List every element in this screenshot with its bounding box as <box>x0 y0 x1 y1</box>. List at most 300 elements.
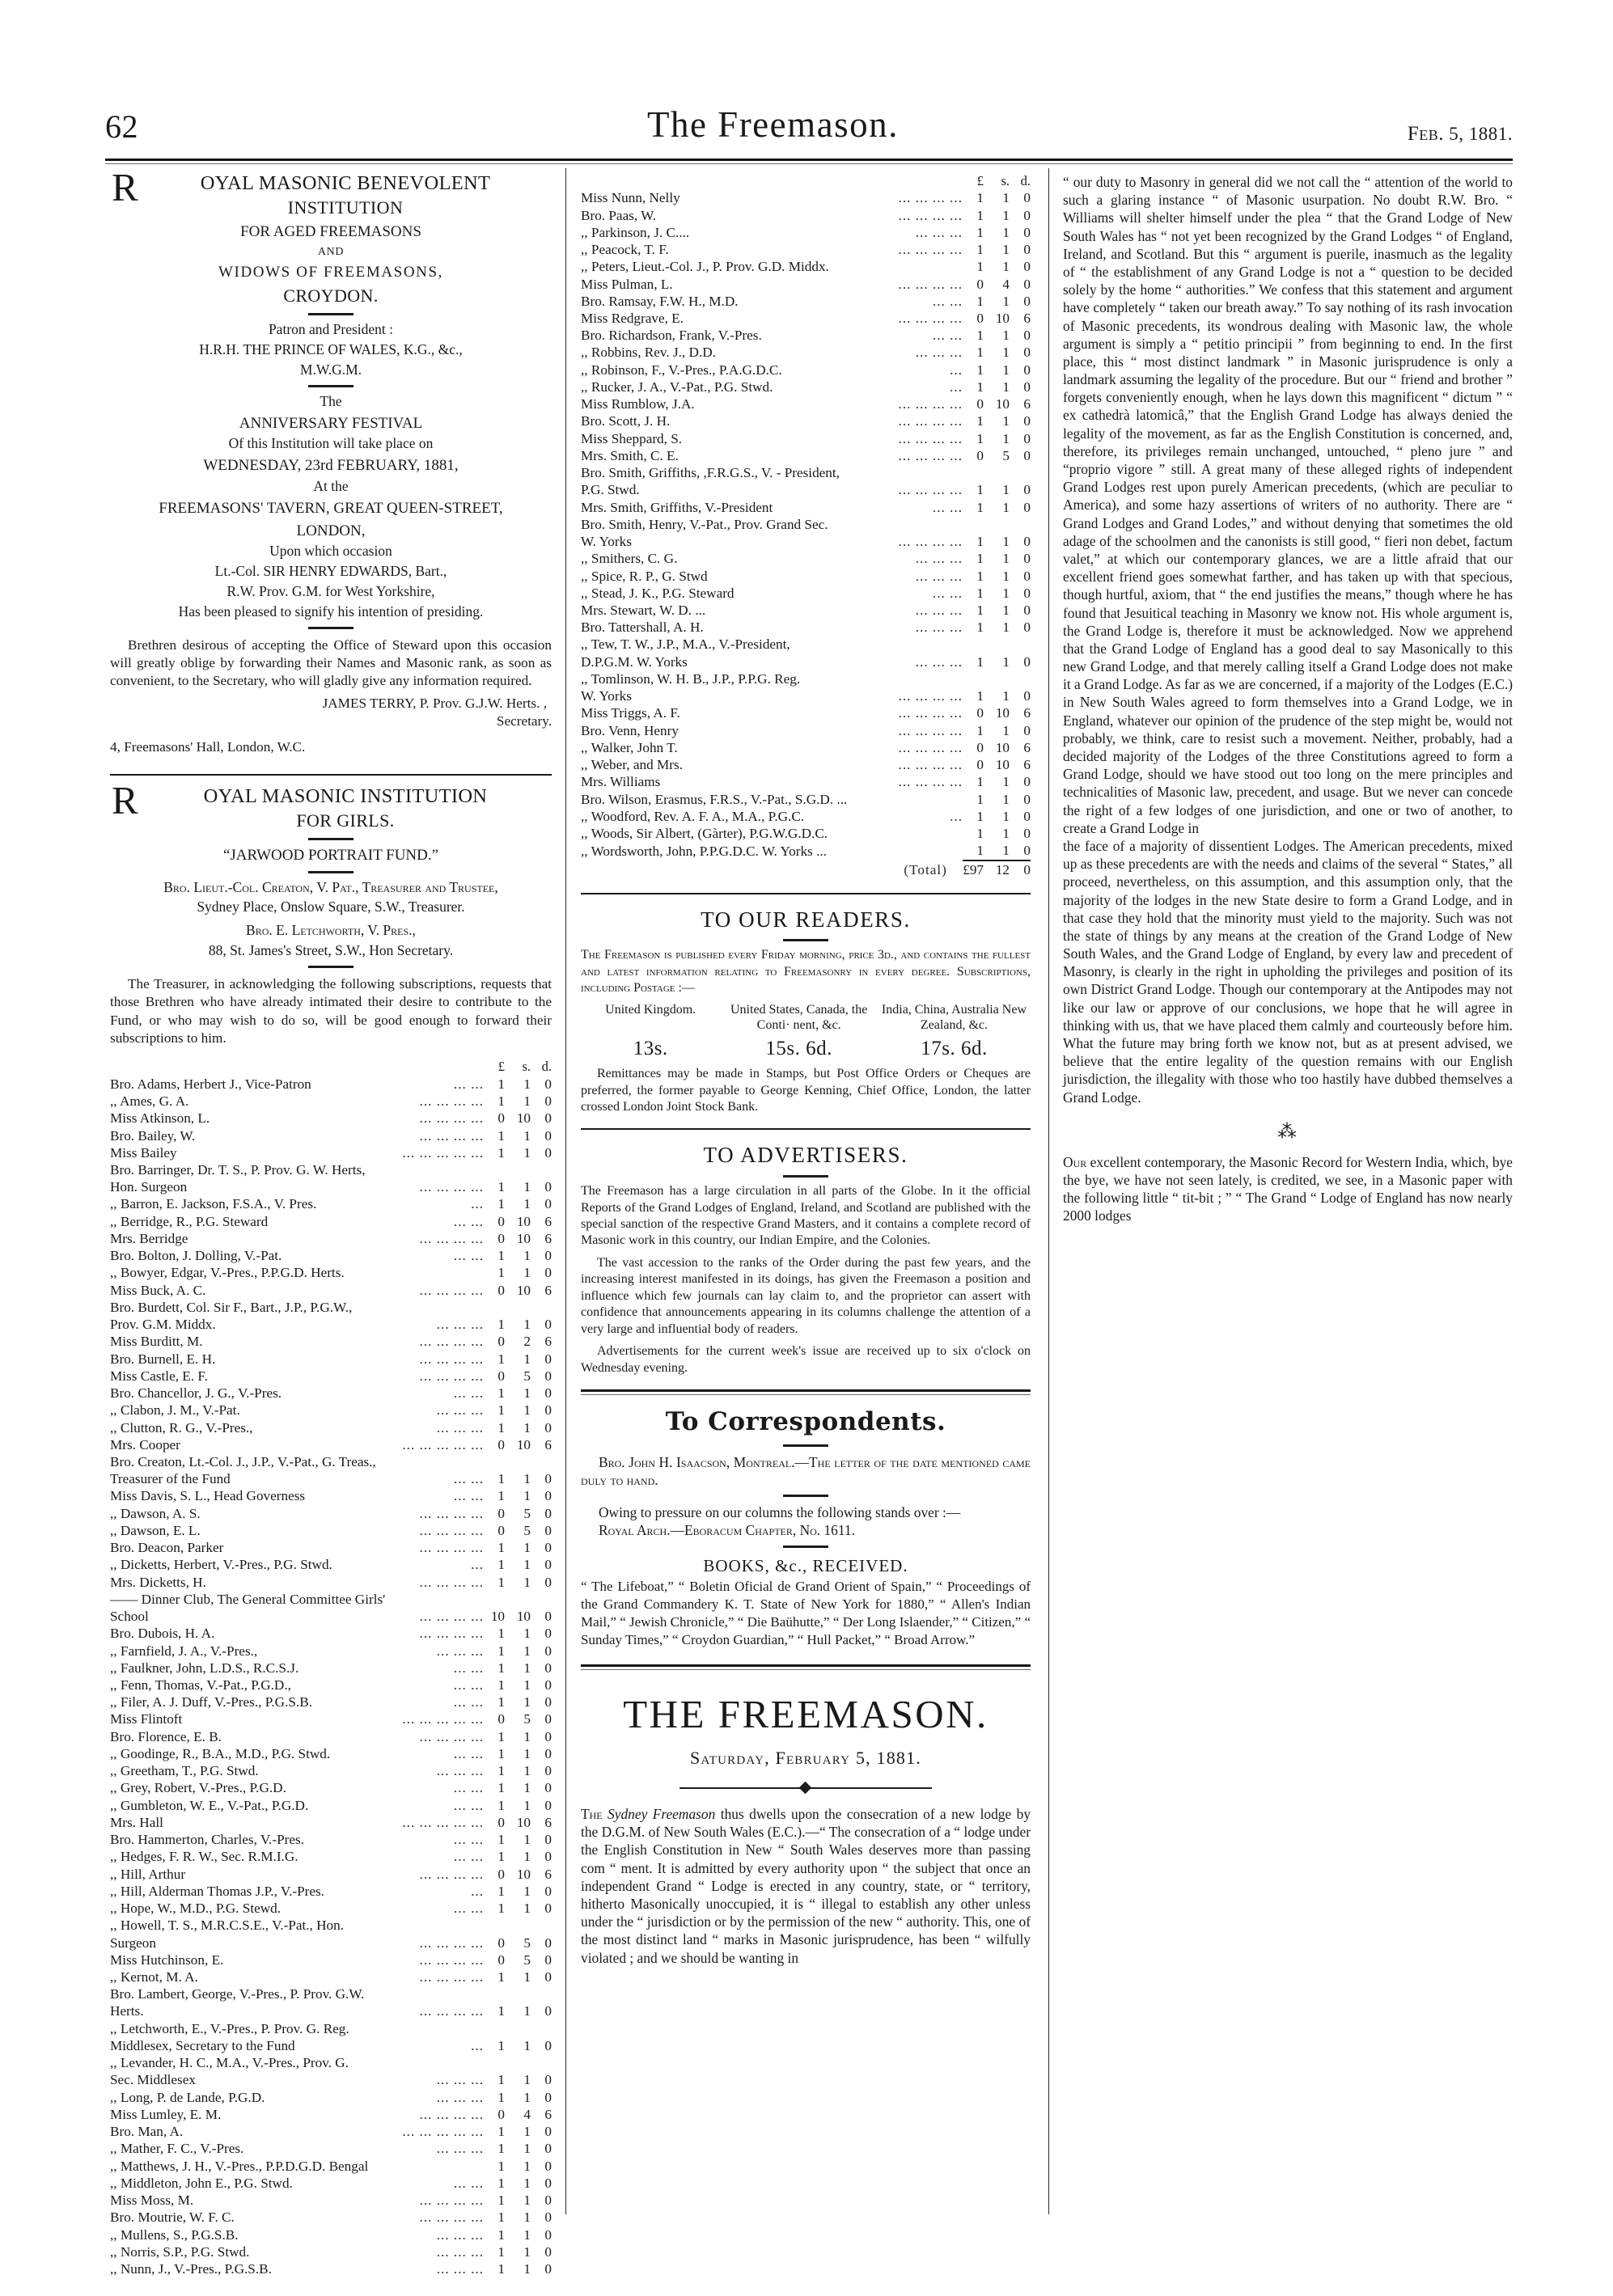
page-masthead <box>105 89 1513 146</box>
leader-dots: ... ... <box>453 1901 484 1917</box>
amount-shillings: 1 <box>523 1677 531 1693</box>
leader-dots <box>888 516 963 533</box>
table-row <box>110 1076 552 1093</box>
amount-pence: 6 <box>544 2106 552 2122</box>
subscriber-name: Bro. Man, A. <box>110 2124 184 2140</box>
table-row <box>110 1093 552 1110</box>
amount-shillings <box>505 1917 531 1934</box>
table-row <box>110 1745 552 1762</box>
amount-pounds: 1 <box>976 190 984 206</box>
leader-dots: ... <box>471 1883 484 1899</box>
amount-pence: 0 <box>1023 447 1031 463</box>
amount-pence: 0 <box>1023 585 1031 601</box>
divider-rule <box>308 627 354 629</box>
subscriber-name: ,, Tew, T. W., J.P., M.A., V.-President, <box>581 636 790 653</box>
table-row <box>110 1487 552 1504</box>
leader-dots: ... ... <box>453 1660 484 1676</box>
masthead-rule <box>105 159 1513 164</box>
leader-dots: ... ... ... ... <box>898 722 963 738</box>
subscriber-name: W. Yorks <box>581 534 632 550</box>
amount-pence: 0 <box>1023 224 1031 240</box>
subscriber-name: D.P.G.M. W. Yorks <box>581 653 688 670</box>
table-row <box>110 1814 552 1831</box>
leader-dots: ... ... ... ... ... <box>402 2124 484 2140</box>
leader-dots: ... ... <box>453 1832 484 1848</box>
ad-rmbi-address: 4, Freemasons' Hall, London, W.C. <box>110 738 306 755</box>
amount-pounds: 1 <box>497 1677 505 1693</box>
amount-shillings: 1 <box>523 1317 531 1333</box>
amount-pounds <box>484 1917 505 1934</box>
amount-shillings: 1 <box>523 1745 531 1761</box>
to-advertisers-body <box>581 1183 1031 1376</box>
editorial-lead-italic: Sydney Freemason <box>608 1806 716 1823</box>
amount-pence: 0 <box>544 1643 552 1659</box>
amount-pounds: 1 <box>497 1144 505 1161</box>
amount-pence: 0 <box>544 1832 552 1848</box>
leader-dots <box>399 2020 484 2037</box>
amount-pence: 0 <box>1023 242 1031 258</box>
leader-dots: ... <box>950 362 963 378</box>
ornament-divider <box>581 1782 1031 1794</box>
amount-pence: 0 <box>544 1488 552 1504</box>
amount-pounds: 0 <box>497 1951 505 1968</box>
amount-shillings <box>505 2020 531 2037</box>
leader-dots: ... ... <box>932 585 963 601</box>
subscriber-name: Miss Rumblow, J.A. <box>581 396 695 412</box>
ad-rmig-fund: “JARWOOD PORTRAIT FUND.” <box>222 846 439 864</box>
subscriber-name: Bro. Burnell, E. H. <box>110 1351 216 1367</box>
header-pence: d. <box>541 1059 552 1075</box>
leader-dots: ... ... ... ... <box>898 534 963 550</box>
leader-dots <box>888 842 963 860</box>
subscriber-name: ,, Howell, T. S., M.R.C.S.E., V.-Pat., Hon. <box>110 1918 345 1934</box>
header-pence: d. <box>1020 173 1031 188</box>
leader-dots <box>888 258 963 275</box>
amount-pence: 0 <box>1023 534 1031 550</box>
leader-dots: ... ... <box>453 1076 484 1092</box>
amount-shillings: 1 <box>523 1419 531 1436</box>
amount-shillings: 5 <box>523 1711 531 1727</box>
leader-dots: ... ... ... <box>436 2260 484 2277</box>
subscriber-name: Hon. Surgeon <box>110 1179 188 1195</box>
amount-pence: 0 <box>544 1144 552 1161</box>
subscriber-name: Miss Flintoft <box>110 1711 183 1727</box>
divider-rule <box>308 838 354 840</box>
editorial-col3-paragraph-3 <box>1063 1153 1513 1225</box>
subscriber-name: ,, Peters, Lieut.-Col. J., P. Prov. G.D. Middx. <box>581 259 829 275</box>
amount-pounds: 1 <box>497 1076 505 1092</box>
amount-shillings: 1 <box>1002 722 1010 738</box>
subscriber-name: School <box>110 1609 149 1625</box>
header-spacer <box>110 1059 399 1075</box>
leader-dots: ... ... ... ... <box>419 1505 484 1521</box>
to-correspondents-heading: To Correspondents. <box>665 1407 946 1437</box>
table-row <box>110 1985 552 2002</box>
leader-dots <box>399 1299 484 1316</box>
subscriber-name: P.G. Stwd. <box>581 482 640 498</box>
subscriber-name: ,, Kernot, M. A. <box>110 1969 198 1985</box>
table-row <box>110 2037 552 2054</box>
leader-dots: ... ... ... <box>436 2141 484 2157</box>
leader-dots: ... ... <box>932 328 963 344</box>
table-row <box>110 2054 552 2071</box>
amount-pounds: 1 <box>976 499 984 515</box>
journal-header <box>581 1689 1031 1770</box>
amount-pounds: 1 <box>976 430 984 446</box>
section-rule <box>581 1128 1031 1130</box>
amount-shillings <box>984 464 1010 481</box>
leader-dots: ... <box>471 1196 484 1212</box>
table-row <box>110 2226 552 2243</box>
table-row <box>110 2175 552 2192</box>
leader-dots: ... ... ... ... ... <box>402 1814 484 1830</box>
amount-shillings: 1 <box>1002 242 1010 258</box>
leader-dots: ... ... ... <box>436 2226 484 2243</box>
amount-shillings: 1 <box>523 1196 531 1212</box>
subscriber-name: Prov. G.M. Middx. <box>110 1317 216 1333</box>
amount-pence: 0 <box>1023 619 1031 636</box>
amount-pence: 0 <box>1023 413 1031 429</box>
leader-dots: ... ... ... ... <box>419 1609 484 1625</box>
leader-dots: ... ... <box>453 2175 484 2191</box>
amount-shillings <box>505 1453 531 1470</box>
amount-shillings: 10 <box>516 1436 531 1452</box>
subscriber-name: ,, Mather, F. C., V.-Pres. <box>110 2141 244 2157</box>
amount-pence: 0 <box>1023 362 1031 378</box>
amount-pounds: 1 <box>497 2209 505 2226</box>
amount-shillings: 1 <box>523 1969 531 1985</box>
amount-pence: 0 <box>544 2141 552 2157</box>
amount-shillings: 1 <box>523 1540 531 1556</box>
subscription-table-column-one <box>110 1059 552 2277</box>
ad-rmbi-for-aged: FOR AGED FREEMASONS <box>240 222 421 240</box>
amount-pence <box>531 1161 552 1178</box>
amount-pounds: 1 <box>497 2141 505 2157</box>
amount-pounds: 0 <box>497 1522 505 1538</box>
correspondent-item-1: Bro. John H. Isaacson, Montreal.—The letter of the date mentioned came duly to hand. <box>581 1453 1031 1489</box>
amount-pence: 0 <box>544 1265 552 1281</box>
amount-pence <box>531 1985 552 2002</box>
amount-pounds: 1 <box>497 1728 505 1744</box>
ad-rmbi-patron-name: H.R.H. THE PRINCE OF WALES, K.G., &c., <box>199 340 463 357</box>
amount-pence: 0 <box>544 1505 552 1521</box>
table-row <box>110 1522 552 1539</box>
subscriber-name: Bro. Adams, Herbert J., Vice-Patron <box>110 1076 311 1092</box>
leader-dots: ... ... ... ... <box>898 757 963 773</box>
subscriber-name: ,, Filer, A. J. Duff, V.-Pres., P.G.S.B. <box>110 1694 313 1710</box>
amount-pence: 0 <box>544 1557 552 1573</box>
leader-dots: ... ... <box>453 1780 484 1796</box>
amount-shillings: 1 <box>1002 293 1010 309</box>
amount-pence: 0 <box>544 1883 552 1899</box>
table-row <box>110 1917 552 1934</box>
amount-pounds: 1 <box>976 413 984 429</box>
to-advertisers-heading: TO ADVERTISERS. <box>703 1143 908 1168</box>
leader-dots: ... ... ... <box>436 1643 484 1659</box>
leader-dots: ... ... ... <box>436 1419 484 1436</box>
subscriber-name: Miss Moss, M. <box>110 2192 194 2209</box>
leader-dots: ... ... <box>932 499 963 515</box>
subscriber-name: Miss Davis, S. L., Head Governess <box>110 1488 306 1504</box>
amount-pounds <box>963 464 984 481</box>
amount-pence: 0 <box>544 2158 552 2174</box>
amount-pence <box>531 1299 552 1316</box>
amount-shillings: 2 <box>523 1334 531 1350</box>
table-row <box>110 1831 552 1848</box>
amount-shillings: 1 <box>523 1402 531 1419</box>
amount-pounds: 1 <box>497 1419 505 1436</box>
amount-shillings: 1 <box>523 2260 531 2277</box>
amount-pence: 6 <box>544 1213 552 1229</box>
leader-dots: ... ... ... <box>915 551 963 567</box>
amount-shillings: 1 <box>523 2089 531 2105</box>
amount-pounds: 1 <box>976 378 984 395</box>
amount-shillings: 1 <box>523 1694 531 1710</box>
books-received-list: “ The Lifeboat,” “ Boletin Oficial de Grand Orient of Spain,” “ Proceedings of the Grand Commandery K. T. State of New York for 1880,” “ Allen's Indian Mail,” “ Jewish Chronicle,” “ Die Baühutte,” “ Der Long Islaender,” “ Citizen,” “ Sunday Times,” “ Croydon Guardian,” “ Hull Packet,” “ Broad Arrow.” <box>581 1579 1031 1647</box>
ad-rmig-title-rest: OYAL MASONIC INSTITUTION <box>203 784 488 807</box>
ad-rmig-officer2-a: Bro. E. Letchworth, V. Pres., <box>246 922 416 939</box>
amount-pounds: 1 <box>976 619 984 636</box>
table-row <box>110 1660 552 1677</box>
amount-pence: 0 <box>544 1402 552 1419</box>
table-row <box>110 1951 552 1968</box>
table-row <box>110 1230 552 1247</box>
amount-pence: 0 <box>544 1093 552 1110</box>
amount-shillings: 1 <box>1002 482 1010 498</box>
leader-dots: ... ... ... <box>436 2243 484 2260</box>
amount-pence: 0 <box>544 1969 552 1985</box>
amount-pence: 0 <box>1023 378 1031 395</box>
table-row <box>110 1282 552 1299</box>
amount-pence: 0 <box>1023 843 1031 859</box>
subscriber-name: ,, Dawson, E. L. <box>110 1522 201 1538</box>
total-shillings: 12 <box>984 860 1010 878</box>
amount-pounds: 0 <box>976 311 984 327</box>
subscriber-name: ,, Robinson, F., V.-Pres., P.A.G.D.C. <box>581 362 782 378</box>
amount-shillings: 5 <box>523 1368 531 1384</box>
amount-shillings: 1 <box>523 1076 531 1092</box>
amount-pounds: 1 <box>497 2037 505 2053</box>
amount-shillings: 1 <box>523 2158 531 2174</box>
amount-pence: 0 <box>544 2037 552 2053</box>
amount-pounds: 1 <box>976 843 984 859</box>
amount-pence: 0 <box>1023 826 1031 842</box>
table-row <box>581 378 1031 395</box>
leader-dots <box>399 2158 484 2175</box>
amount-pence: 6 <box>1023 739 1031 755</box>
leader-dots: ... ... <box>453 1694 484 1710</box>
amount-pounds: 1 <box>497 1745 505 1761</box>
amount-pence: 0 <box>544 1385 552 1402</box>
amount-shillings <box>505 2054 531 2071</box>
amount-pounds <box>963 670 984 687</box>
amount-pence: 0 <box>544 1351 552 1367</box>
leader-dots <box>888 791 963 808</box>
subscriber-name: ,, Long, P. de Lande, P.G.D. <box>110 2089 265 2105</box>
amount-pounds: 0 <box>976 739 984 755</box>
amount-shillings: 10 <box>516 1110 531 1127</box>
table-row <box>581 704 1031 721</box>
leader-dots: ... ... ... <box>436 1763 484 1779</box>
amount-pounds: 1 <box>497 1471 505 1487</box>
amount-pence: 0 <box>544 1745 552 1761</box>
amount-pence: 0 <box>544 2124 552 2140</box>
subscriber-name: ,, Berridge, R., P.G. Steward <box>110 1213 269 1229</box>
ad-rmig-subtitle: FOR GIRLS. <box>296 810 395 831</box>
amount-shillings: 1 <box>1002 791 1010 807</box>
amount-pence: 0 <box>1023 808 1031 824</box>
amount-pence: 0 <box>1023 688 1031 704</box>
leader-dots: ... ... ... ... <box>419 1969 484 1985</box>
subscriber-name: ,, Clutton, R. G., V.-Pres., <box>110 1419 253 1436</box>
amount-pence: 6 <box>1023 757 1031 773</box>
amount-shillings: 1 <box>1002 619 1010 636</box>
subscriber-name: Bro. Ramsay, F.W. H., M.D. <box>581 293 739 309</box>
amount-shillings: 10 <box>516 1230 531 1246</box>
amount-shillings: 1 <box>523 1763 531 1779</box>
subscriber-name: ,, Barron, E. Jackson, F.S.A., V. Pres. <box>110 1196 317 1212</box>
table-row <box>110 1625 552 1642</box>
leader-dots: ... ... <box>453 1248 484 1264</box>
leader-dots: ... ... ... ... ... <box>402 1436 484 1452</box>
amount-pence: 0 <box>544 1677 552 1693</box>
amount-pounds: 0 <box>976 447 984 463</box>
leader-dots: ... ... <box>453 1213 484 1229</box>
amount-pence: 6 <box>544 1436 552 1452</box>
amount-pence: 0 <box>1023 430 1031 446</box>
table-row <box>110 2071 552 2088</box>
amount-shillings: 1 <box>523 1351 531 1367</box>
leader-dots: ... ... ... ... <box>898 207 963 223</box>
subscriber-name: ,, Nunn, J., V.-Pres., P.G.S.B. <box>110 2260 272 2277</box>
table-row <box>110 1677 552 1693</box>
books-received-heading: BOOKS, &c., RECEIVED. <box>703 1555 908 1575</box>
amount-shillings: 1 <box>523 1574 531 1590</box>
amount-pence: 0 <box>544 2175 552 2191</box>
table-row <box>581 533 1031 550</box>
remittance-para: Remittances may be made in Stamps, but Post Office Orders or Cheques are preferred, the former payable to George Kenning, Chief Office, London, the latter crossed London Joint Stock Bank. <box>581 1067 1031 1114</box>
leader-dots: ... ... ... ... <box>419 1728 484 1744</box>
amount-pounds: 0 <box>497 1368 505 1384</box>
table-row <box>110 1762 552 1779</box>
leader-dots: ... ... <box>453 1745 484 1761</box>
column-one <box>110 165 552 2277</box>
amount-pounds: 0 <box>976 396 984 412</box>
amount-pence: 0 <box>1023 551 1031 567</box>
amount-pence: 0 <box>544 1849 552 1865</box>
table-row <box>581 344 1031 361</box>
leader-dots: ... ... ... ... <box>419 1230 484 1246</box>
leader-dots: ... ... ... ... <box>898 190 963 206</box>
subscriber-name: Bro. Venn, Henry <box>581 722 679 738</box>
amount-pence: 0 <box>544 1127 552 1144</box>
editorial-lead-paragraph <box>581 1805 1031 1967</box>
amount-shillings: 1 <box>1002 430 1010 446</box>
amount-pounds: 0 <box>497 1866 505 1882</box>
table-row <box>581 670 1031 687</box>
amount-pounds: 1 <box>497 1694 505 1710</box>
amount-pence: 0 <box>544 1179 552 1195</box>
amount-pounds: 1 <box>497 1557 505 1573</box>
table-row <box>110 1505 552 1522</box>
amount-pence: 0 <box>544 1522 552 1538</box>
section-rule-double <box>581 1389 1031 1395</box>
leader-dots: ... ... ... ... <box>419 1179 484 1195</box>
amount-pounds: 0 <box>497 1230 505 1246</box>
amount-pence: 0 <box>544 1763 552 1779</box>
subscriber-name: Miss Nunn, Nelly <box>581 190 680 206</box>
table-row <box>110 1351 552 1368</box>
table-row <box>110 1574 552 1591</box>
amount-pounds: 0 <box>497 1213 505 1229</box>
amount-pounds: 0 <box>976 757 984 773</box>
subscriber-name: Miss Burditt, M. <box>110 1334 203 1350</box>
amount-pence: 0 <box>544 1626 552 1642</box>
leader-dots: ... ... <box>932 293 963 309</box>
amount-pounds: 1 <box>976 328 984 344</box>
amount-pence: 0 <box>544 2003 552 2019</box>
ad-rmbi-chair-name: Lt.-Col. SIR HENRY EDWARDS, Bart., <box>214 563 447 580</box>
amount-pounds: 1 <box>497 1196 505 1212</box>
subscriber-name: Miss Castle, E. F. <box>110 1368 208 1384</box>
amount-pounds: 1 <box>976 207 984 223</box>
leader-dots: ... ... ... <box>436 2072 484 2088</box>
table-row <box>110 1247 552 1264</box>
table-row <box>110 1127 552 1144</box>
subscriber-name: Bro. Wilson, Erasmus, F.R.S., V.-Pat., S.G.D. ... <box>581 791 848 807</box>
table-row <box>110 1797 552 1814</box>
amount-shillings: 1 <box>523 1832 531 1848</box>
journal-title: THE FREEMASON. <box>623 1692 989 1737</box>
ad-rmbi <box>110 165 552 756</box>
amount-pounds: 1 <box>976 345 984 361</box>
amount-pounds: 1 <box>976 224 984 240</box>
amount-shillings: 1 <box>523 2209 531 2226</box>
table-row <box>110 1900 552 1917</box>
amount-pence: 0 <box>544 1471 552 1487</box>
amount-shillings: 5 <box>523 1934 531 1951</box>
amount-shillings: 1 <box>1002 224 1010 240</box>
subscriber-name: —— Dinner Club, The General Committee Girls' <box>110 1591 386 1607</box>
amount-shillings: 10 <box>516 1866 531 1882</box>
leader-dots <box>399 1161 484 1178</box>
amount-pence: 0 <box>544 2226 552 2243</box>
page-folio-number: 62 <box>105 108 138 145</box>
subscriber-name: ,, Ames, G. A. <box>110 1093 189 1110</box>
ad-rmbi-festival-date: WEDNESDAY, 23rd FEBRUARY, 1881, <box>203 457 459 475</box>
amount-shillings: 1 <box>1002 568 1010 584</box>
subscriber-name: Miss Buck, A. C. <box>110 1282 206 1298</box>
table-row <box>110 1316 552 1333</box>
amount-pence: 6 <box>544 1334 552 1350</box>
amount-pence: 0 <box>1023 653 1031 670</box>
leader-dots: ... ... <box>453 1488 484 1504</box>
amount-pence: 0 <box>544 1540 552 1556</box>
amount-shillings: 4 <box>1002 276 1010 292</box>
amount-pounds: 1 <box>497 1179 505 1195</box>
subscriber-name: ,, Middleton, John E., P.G. Stwd. <box>110 2175 293 2191</box>
table-row <box>110 1333 552 1350</box>
ad-rmig-officer1-a: Bro. Lieut.-Col. Creaton, V. Pat., Treasurer and Trustee, <box>163 878 498 895</box>
leader-dots: ... ... ... ... <box>419 1127 484 1144</box>
editorial-col3-lead: Our <box>1063 1153 1087 1170</box>
amount-shillings: 1 <box>1002 413 1010 429</box>
ad-rmbi-chair-rank: R.W. Prov. G.M. for West Yorkshire, <box>226 583 435 599</box>
amount-pence: 6 <box>544 1814 552 1830</box>
amount-shillings: 1 <box>1002 688 1010 704</box>
table-row <box>110 1710 552 1727</box>
leader-dots: ... ... ... ... <box>419 2106 484 2122</box>
